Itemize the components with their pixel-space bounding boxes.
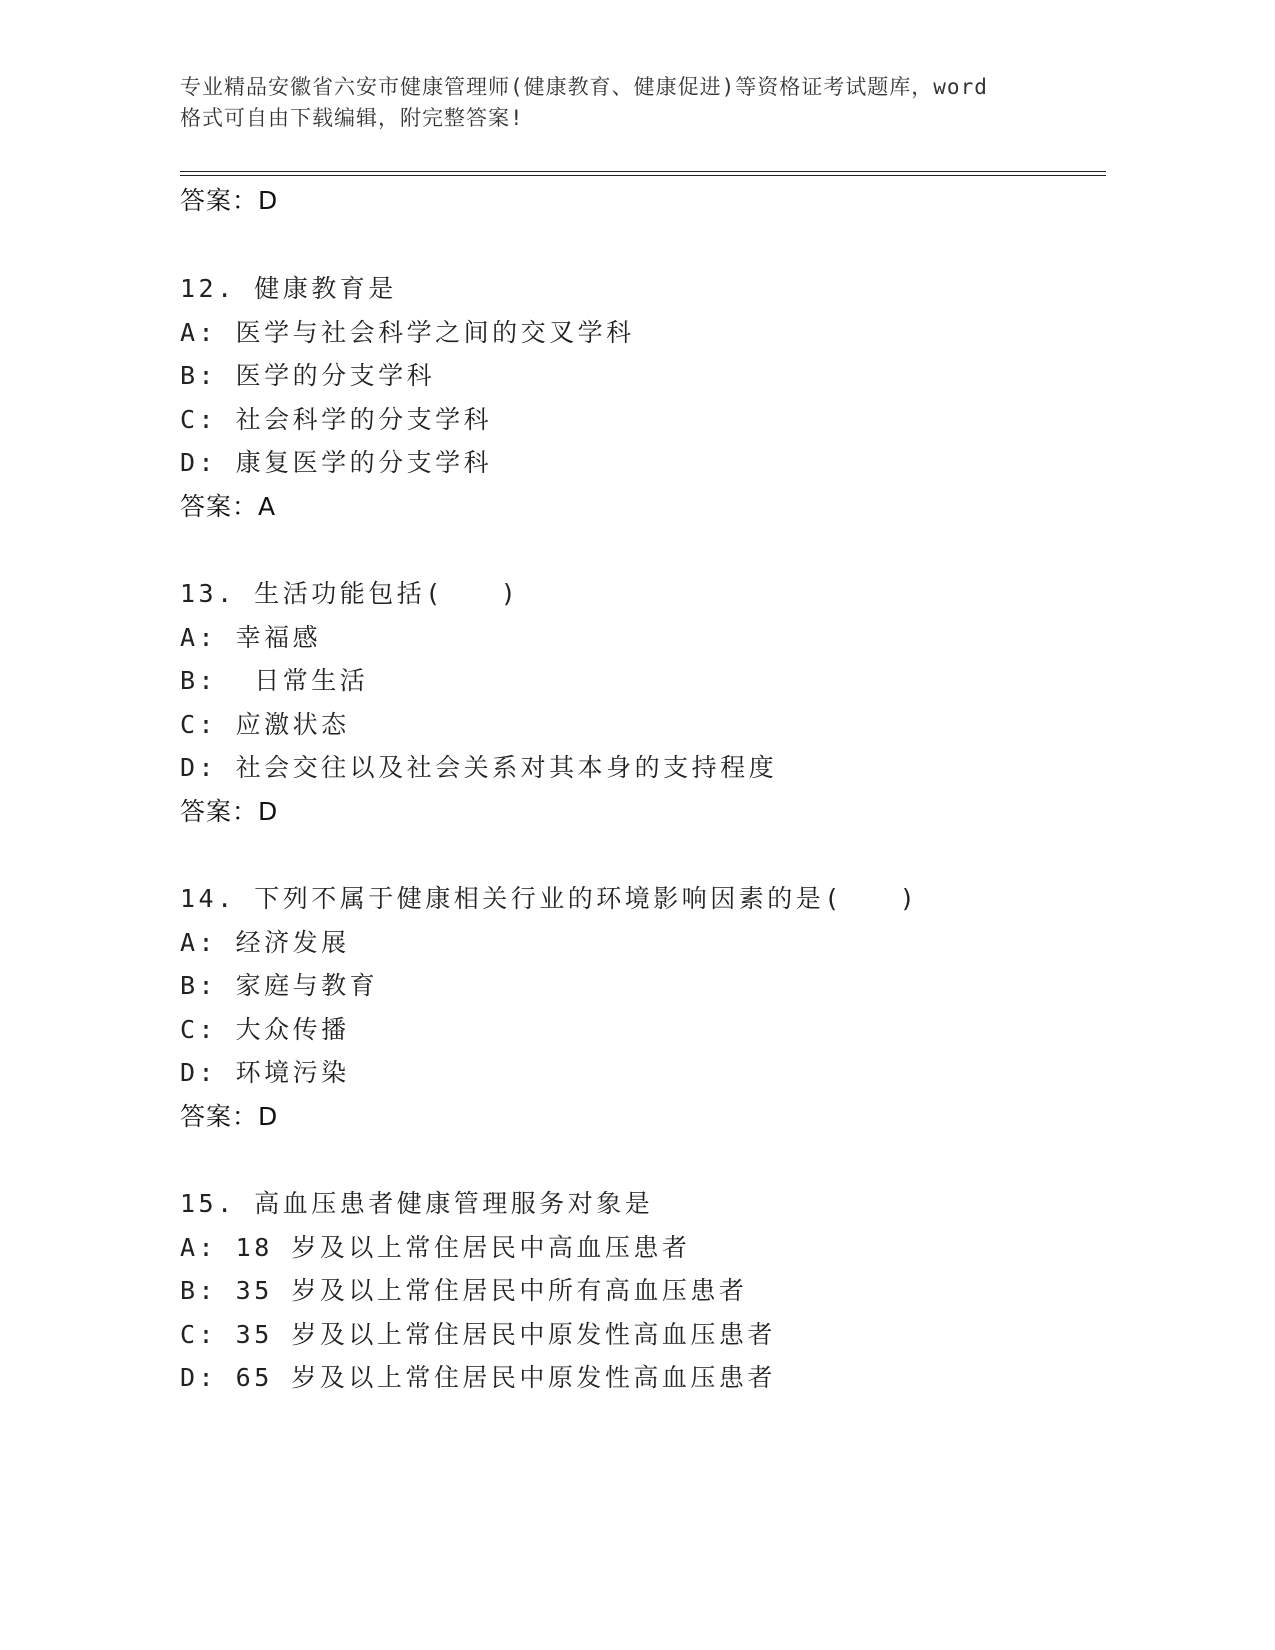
option-text: 18 岁及以上常住居民中高血压患者 bbox=[235, 1233, 691, 1262]
option-d bbox=[180, 1363, 776, 1393]
option-text: 社会科学的分支学科 bbox=[235, 405, 493, 434]
document-header bbox=[180, 72, 1080, 134]
answer-line: 答案：D bbox=[180, 797, 279, 826]
option-key: B: bbox=[180, 1276, 218, 1305]
option-text: 环境污染 bbox=[235, 1058, 350, 1087]
question-number: 13. bbox=[180, 579, 236, 608]
option-key: B: bbox=[180, 361, 218, 390]
option-text: 35 岁及以上常住居民中所有高血压患者 bbox=[235, 1276, 748, 1305]
question-number: 12. bbox=[180, 274, 236, 303]
option-b bbox=[180, 666, 368, 696]
option-text: 社会交往以及社会关系对其本身的支持程度 bbox=[235, 753, 778, 782]
option-d bbox=[180, 1058, 350, 1088]
question-13 bbox=[180, 579, 519, 609]
option-key: C: bbox=[180, 405, 218, 434]
option-b bbox=[180, 1276, 747, 1306]
option-text: 35 岁及以上常住居民中原发性高血压患者 bbox=[235, 1320, 776, 1349]
option-text: 应激状态 bbox=[235, 710, 350, 739]
option-a bbox=[180, 1233, 690, 1263]
option-b bbox=[180, 971, 378, 1001]
header-line-1: 专业精品安徽省六安市健康管理师(健康教育、健康促进)等资格证考试题库，word bbox=[180, 75, 988, 99]
option-a bbox=[180, 928, 350, 958]
option-a bbox=[180, 318, 635, 348]
option-c bbox=[180, 405, 492, 435]
answer-line: 答案：D bbox=[180, 186, 279, 215]
question-number: 15. bbox=[180, 1189, 236, 1218]
option-key: C: bbox=[180, 710, 218, 739]
option-text: 幸福感 bbox=[235, 623, 322, 652]
option-text: 家庭与教育 bbox=[235, 971, 379, 1000]
option-text: 大众传播 bbox=[235, 1015, 350, 1044]
option-key: A: bbox=[180, 318, 218, 347]
question-text: 生活功能包括( ) bbox=[254, 579, 520, 608]
option-key: C: bbox=[180, 1015, 218, 1044]
option-key: C: bbox=[180, 1320, 218, 1349]
question-12 bbox=[180, 274, 397, 304]
question-14 bbox=[180, 884, 918, 914]
option-key: D: bbox=[180, 1058, 218, 1087]
option-text: 65 岁及以上常住居民中原发性高血压患者 bbox=[235, 1363, 776, 1392]
header-line-2: 格式可自由下载编辑，附完整答案! bbox=[180, 106, 524, 130]
option-key: A: bbox=[180, 928, 218, 957]
option-d bbox=[180, 448, 492, 478]
option-text: 康复医学的分支学科 bbox=[235, 448, 493, 477]
question-text: 下列不属于健康相关行业的环境影响因素的是( ) bbox=[254, 884, 919, 913]
option-key: B: bbox=[180, 666, 218, 695]
question-number: 14. bbox=[180, 884, 236, 913]
header-rule-bottom bbox=[180, 175, 1106, 176]
question-15 bbox=[180, 1189, 653, 1219]
option-text: 医学的分支学科 bbox=[235, 361, 436, 390]
option-key: D: bbox=[180, 1363, 218, 1392]
option-key: A: bbox=[180, 1233, 218, 1262]
option-d bbox=[180, 753, 777, 783]
option-key: B: bbox=[180, 971, 218, 1000]
answer-line: 答案：D bbox=[180, 1102, 279, 1131]
question-text: 高血压患者健康管理服务对象是 bbox=[254, 1189, 654, 1218]
option-text: 医学与社会科学之间的交叉学科 bbox=[235, 318, 635, 347]
option-key: A: bbox=[180, 623, 218, 652]
answer-line: 答案：A bbox=[180, 492, 277, 521]
option-key: D: bbox=[180, 448, 218, 477]
option-a bbox=[180, 623, 321, 653]
option-key: D: bbox=[180, 753, 218, 782]
header-rule-top bbox=[180, 171, 1106, 172]
option-text: 日常生活 bbox=[235, 666, 369, 695]
option-b bbox=[180, 361, 435, 391]
question-text: 健康教育是 bbox=[254, 274, 397, 303]
option-c bbox=[180, 710, 350, 740]
option-text: 经济发展 bbox=[235, 928, 350, 957]
option-c bbox=[180, 1015, 350, 1045]
option-c bbox=[180, 1320, 776, 1350]
